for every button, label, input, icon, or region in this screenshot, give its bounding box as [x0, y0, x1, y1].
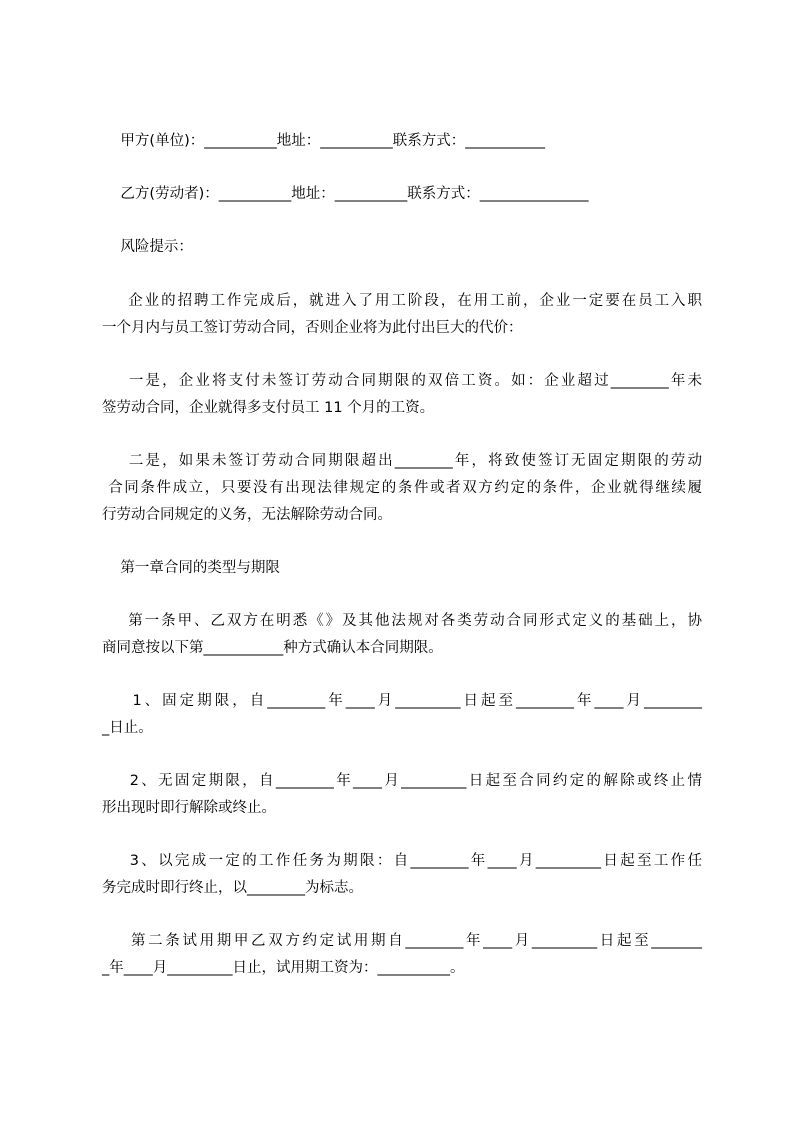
risk-paragraph-line: 企业的招聘工作完成后，就进入了用工阶段，在用工前，企业一定要在员工入职: [102, 293, 702, 309]
party-b-line: 乙方(劳动者)：__________地址：__________联系方式：_______________: [102, 186, 589, 202]
risk-point-two-line: 二是，如果未签订劳动合同期限超出________年，将致使签订无固定期限的劳动: [102, 453, 702, 469]
risk-point-two-line: 合同条件成立，只要没有出现法律规定的条件或者双方约定的条件，企业就得继续履: [102, 480, 702, 496]
task-term-line: 务完成时即行终止，以________为标志。: [102, 880, 363, 896]
probation-line: 第二条试用期甲乙双方约定试用期自________年____月_________日起至_______: [102, 933, 702, 949]
task-term-line: 3、以完成一定的工作任务为期限：自________年____月_________日起至工作任: [102, 853, 702, 869]
risk-point-one-line: 签劳动合同，企业就得多支付员工 11 个月的工资。: [102, 400, 435, 416]
chapter-one-title: 第一章合同的类型与期限: [102, 560, 280, 576]
article-one-line: 第一条甲、乙双方在明悉《》及其他法规对各类劳动合同形式定义的基础上，协: [102, 613, 702, 629]
open-term-line: 形出现时即行解除或终止。: [102, 800, 276, 816]
fixed-term-line: _日止。: [102, 720, 153, 736]
probation-line: _年____月_________日止，试用期工资为：__________。: [102, 960, 465, 976]
risk-heading: 风险提示：: [102, 239, 193, 255]
fixed-term-line: 1、固定期限，自________年____月_________日起至________年____月________: [102, 693, 702, 709]
risk-point-one-line: 一是，企业将支付未签订劳动合同期限的双倍工资。如：企业超过________年未: [102, 373, 702, 389]
risk-paragraph-line: 一个月内与员工签订劳动合同，否则企业将为此付出巨大的代价：: [102, 320, 523, 336]
open-term-line: 2、无固定期限，自________年____月_________日起至合同约定的解除或终止情: [102, 773, 702, 789]
risk-point-two-line: 行劳动合同规定的义务，无法解除劳动合同。: [102, 507, 392, 523]
party-a-line: 甲方(单位)：__________地址：__________联系方式：___________: [102, 133, 545, 149]
article-one-line: 商同意按以下第___________种方式确认本合同期限。: [102, 640, 443, 656]
